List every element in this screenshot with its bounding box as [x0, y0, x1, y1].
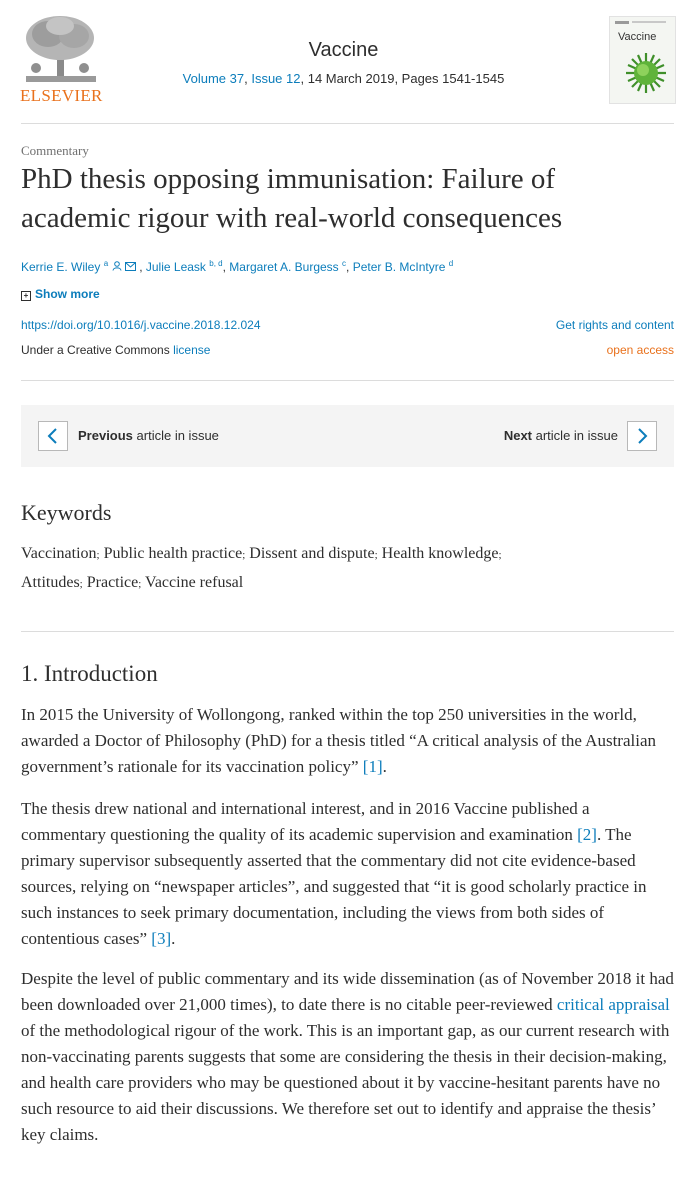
topic-link[interactable]: critical appraisal	[556, 995, 670, 1014]
email-icon[interactable]	[125, 260, 139, 274]
chevron-left-icon	[39, 422, 67, 450]
keyword: Public health practice	[103, 545, 243, 562]
license-prefix: Under a Creative Commons	[21, 343, 174, 357]
license-line	[21, 343, 210, 357]
article-title: PhD thesis opposing immunisation: Failure of academic rigour with real-world consequences	[21, 163, 563, 234]
next-article-link[interactable]: Next article in issue	[503, 428, 618, 443]
show-more-button[interactable]	[21, 287, 100, 301]
section-heading: 1. Introduction	[21, 661, 158, 686]
issue-link[interactable]: Issue 12	[251, 71, 301, 86]
keywords-list: Vaccination; Public health practice; Dissent and dispute; Health knowledge; Attitudes; Practice; Vaccine refusal	[21, 545, 502, 591]
issue-date-pages: , 14 March 2019, Pages 1541-1545	[300, 71, 505, 86]
cover-journal-name: Vaccine	[618, 31, 657, 43]
journal-cover-image[interactable]	[609, 16, 676, 104]
show-more-label: Show more	[35, 287, 100, 301]
journal-header	[0, 0, 687, 124]
reference-link[interactable]: [2]	[577, 825, 597, 844]
reference-link[interactable]: [3]	[151, 929, 172, 948]
volume-link[interactable]: Volume 37	[182, 71, 245, 86]
license-link[interactable]: license	[173, 343, 211, 357]
paragraph: The thesis drew national and international interest, and in 2016 Vaccine published a commentary questioning the quality of its academic supervision and examination [2]. The primary supervisor subsequently asserted that the commentary did not cite evidence-based sources, relying on “newspaper articles”, and suggested that “it is good scholarly practice in such instances to seek primary documentation, including the views from both sides of contentious cases” [3].	[21, 799, 647, 948]
journal-title[interactable]: Vaccine	[308, 39, 379, 61]
keyword: Health knowledge	[381, 545, 499, 562]
divider	[21, 380, 674, 381]
divider	[21, 123, 674, 124]
reference-link[interactable]: [1]	[362, 757, 383, 776]
chevron-right-icon	[628, 422, 656, 450]
article-type: Commentary	[21, 143, 89, 158]
plus-box-icon: +	[21, 291, 31, 301]
article-navigation	[21, 405, 674, 467]
next-article-button[interactable]	[627, 421, 657, 451]
paragraph: Despite the level of public commentary and its wide dissemination (as of November 2018 it had been downloaded over 21,000 times), to date there is no citable peer-reviewed critical appraisal of the methodological rigour of the work. This is an important gap, as our current research with non-vaccinating parents suggests that some are considering the thesis in their decision-making, and health care providers who may be questioned about it by vaccine-hesitant parents have no such resource to aid their discussions. We therefore set out to identify and appraise the thesis’ key claims.	[21, 969, 674, 1144]
issue-info	[0, 71, 687, 86]
previous-article-button[interactable]	[38, 421, 68, 451]
keyword: Vaccination	[21, 545, 97, 562]
author-list: Kerrie E. Wiley $^a$ , Julie Leask $^{b, d}$, Margaret A. Burgess $^c$, Peter B. McIntyre $^d$	[21, 259, 454, 274]
issue-sep: ,	[244, 71, 252, 86]
paragraph: In 2015 the University of Wollongong, ranked within the top 250 universities in the world, awarded a Doctor of Philosophy (PhD) for a thesis titled “A critical analysis of the Australian government’s rationale for its vaccination policy” [1].	[21, 705, 656, 776]
publisher-name: ELSEVIER	[20, 86, 103, 105]
author-link[interactable]: Julie Leask $^{b, d}$	[145, 259, 223, 274]
person-icon[interactable]	[112, 260, 125, 274]
keyword: Practice	[86, 574, 139, 591]
keywords-heading: Keywords	[21, 500, 112, 525]
author-link[interactable]: Kerrie E. Wiley $^a$	[21, 259, 109, 274]
keyword: Attitudes	[21, 574, 80, 591]
previous-article-link[interactable]: Previous article in issue	[78, 428, 219, 443]
doi-link[interactable]: https://doi.org/10.1016/j.vaccine.2018.12.024	[21, 318, 261, 332]
keyword: Dissent and dispute	[249, 545, 375, 562]
keyword: Vaccine refusal	[145, 574, 244, 591]
rights-link[interactable]: Get rights and content	[555, 318, 674, 332]
author-link[interactable]: Peter B. McIntyre $^d$	[352, 259, 454, 274]
author-link[interactable]: Margaret A. Burgess $^c$	[229, 259, 347, 274]
divider	[21, 631, 674, 632]
open-access-badge: open access	[606, 343, 674, 357]
